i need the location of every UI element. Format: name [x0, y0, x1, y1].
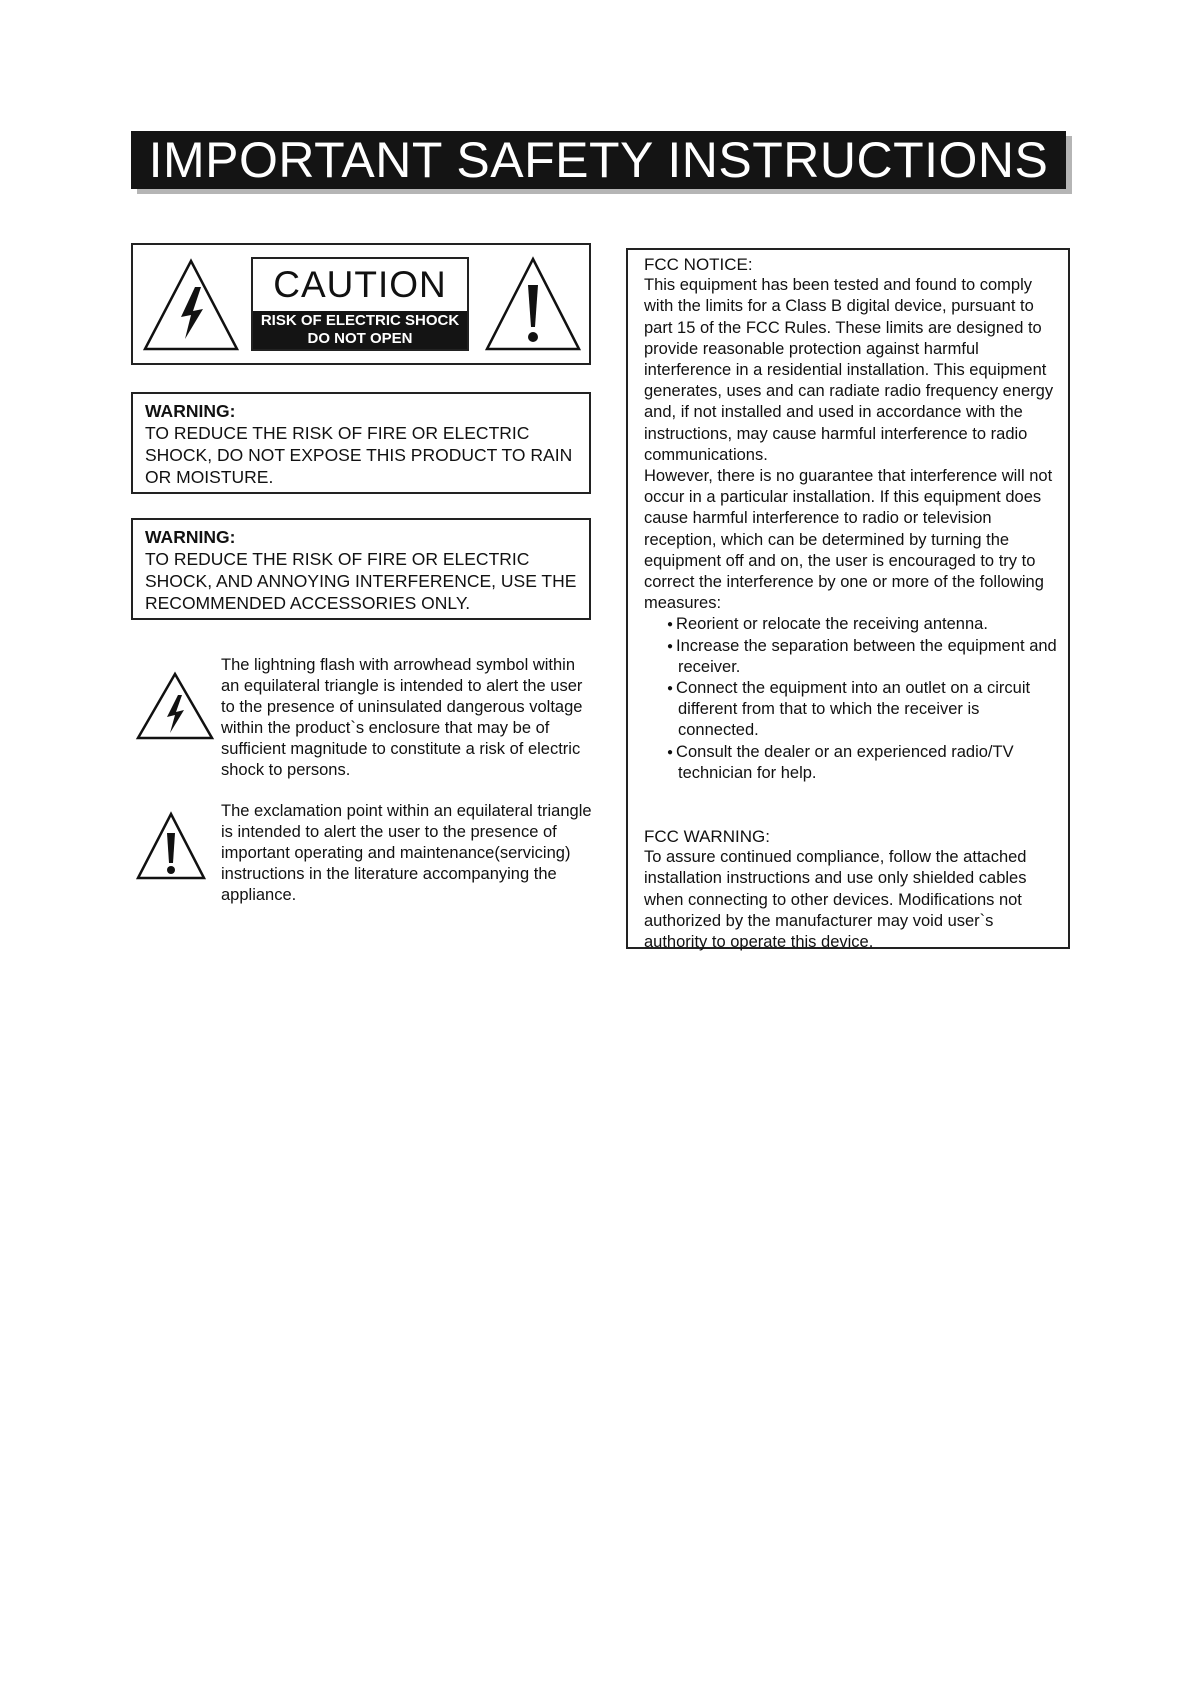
caution-strip — [253, 311, 467, 349]
exclamation-triangle-icon — [483, 255, 583, 353]
list-item: ● Increase the separation between the equipment and receiver. — [644, 636, 1060, 678]
fcc-box — [626, 248, 1070, 952]
caution-line-1: RISK OF ELECTRIC SHOCK — [260, 312, 460, 329]
warning-title: WARNING: — [145, 401, 236, 421]
warning-text: TO REDUCE THE RISK OF FIRE OR ELECTRIC SHOCK, DO NOT EXPOSE THIS PRODUCT TO RAIN OR MOISTURE. — [145, 423, 573, 487]
list-item: ● Consult the dealer or an experienced radio/TV technician for help. — [644, 742, 1060, 784]
warning-box-1 — [131, 392, 591, 494]
caution-line-2: DO NOT OPEN — [307, 330, 413, 347]
warning-text: TO REDUCE THE RISK OF FIRE OR ELECTRIC SHOCK, AND ANNOYING INTERFERENCE, USE THE RECOMMENDED ACCESSORIES ONLY. — [145, 549, 577, 613]
fcc-measures-list — [644, 614, 1060, 784]
caution-word: CAUTION — [273, 264, 447, 305]
fcc-notice-paragraph-1: This equipment has been tested and found to comply with the limits for a Class B digital device, pursuant to part 15 of the FCC Rules. These limits are designed to provide reasonable protection against harmful interference in a residential installation. This equipment generates, uses and can radiate radio frequency energy and, if not installed and used in accordance with the instructions, may cause harmful interference to radio communications. — [644, 276, 1054, 464]
fcc-notice-heading: FCC NOTICE: — [644, 255, 753, 274]
exclamation-triangle-icon — [135, 811, 207, 881]
list-item: ● Connect the equipment into an outlet on a circuit different from that to which the receiver is connected. — [644, 678, 1060, 742]
exclamation-symbol-text: The exclamation point within an equilateral triangle is intended to alert the user to the presence of important operating and maintenance(servicing) instructions in the literature accompanying the appliance. — [221, 802, 592, 904]
list-item: ● Reorient or relocate the receiving antenna. — [644, 614, 1060, 635]
lightning-symbol-text: The lightning flash with arrowhead symbol within an equilateral triangle is intended to alert the user to the presence of uninsulated dangerous voltage within the product`s enclosure that may be of sufficient magnitude to constitute a risk of electric shock to persons. — [221, 656, 583, 779]
caution-label-box — [131, 243, 591, 365]
warning-title: WARNING: — [145, 527, 236, 547]
lightning-triangle-icon — [135, 671, 215, 741]
lightning-triangle-icon — [141, 257, 241, 353]
fcc-warning-heading: FCC WARNING: — [644, 827, 770, 847]
fcc-warning-text: To assure continued compliance, follow the attached installation instructions and use only shielded cables when connecting to other devices. Modifications not authorized by the manufacturer may void user`s authority to operate this device. — [644, 848, 1027, 952]
caution-label — [251, 257, 469, 351]
warning-box-2 — [131, 518, 591, 620]
fcc-notice-paragraph-2: However, there is no guarantee that interference will not occur in a particular installation. If this equipment does cause harmful interference to radio or television reception, which can be determined by turning the equipment off and on, the user is encouraged to try to correct the interference by one or more of the following measures: — [644, 467, 1053, 613]
page-title: IMPORTANT SAFETY INSTRUCTIONS — [131, 131, 1066, 189]
